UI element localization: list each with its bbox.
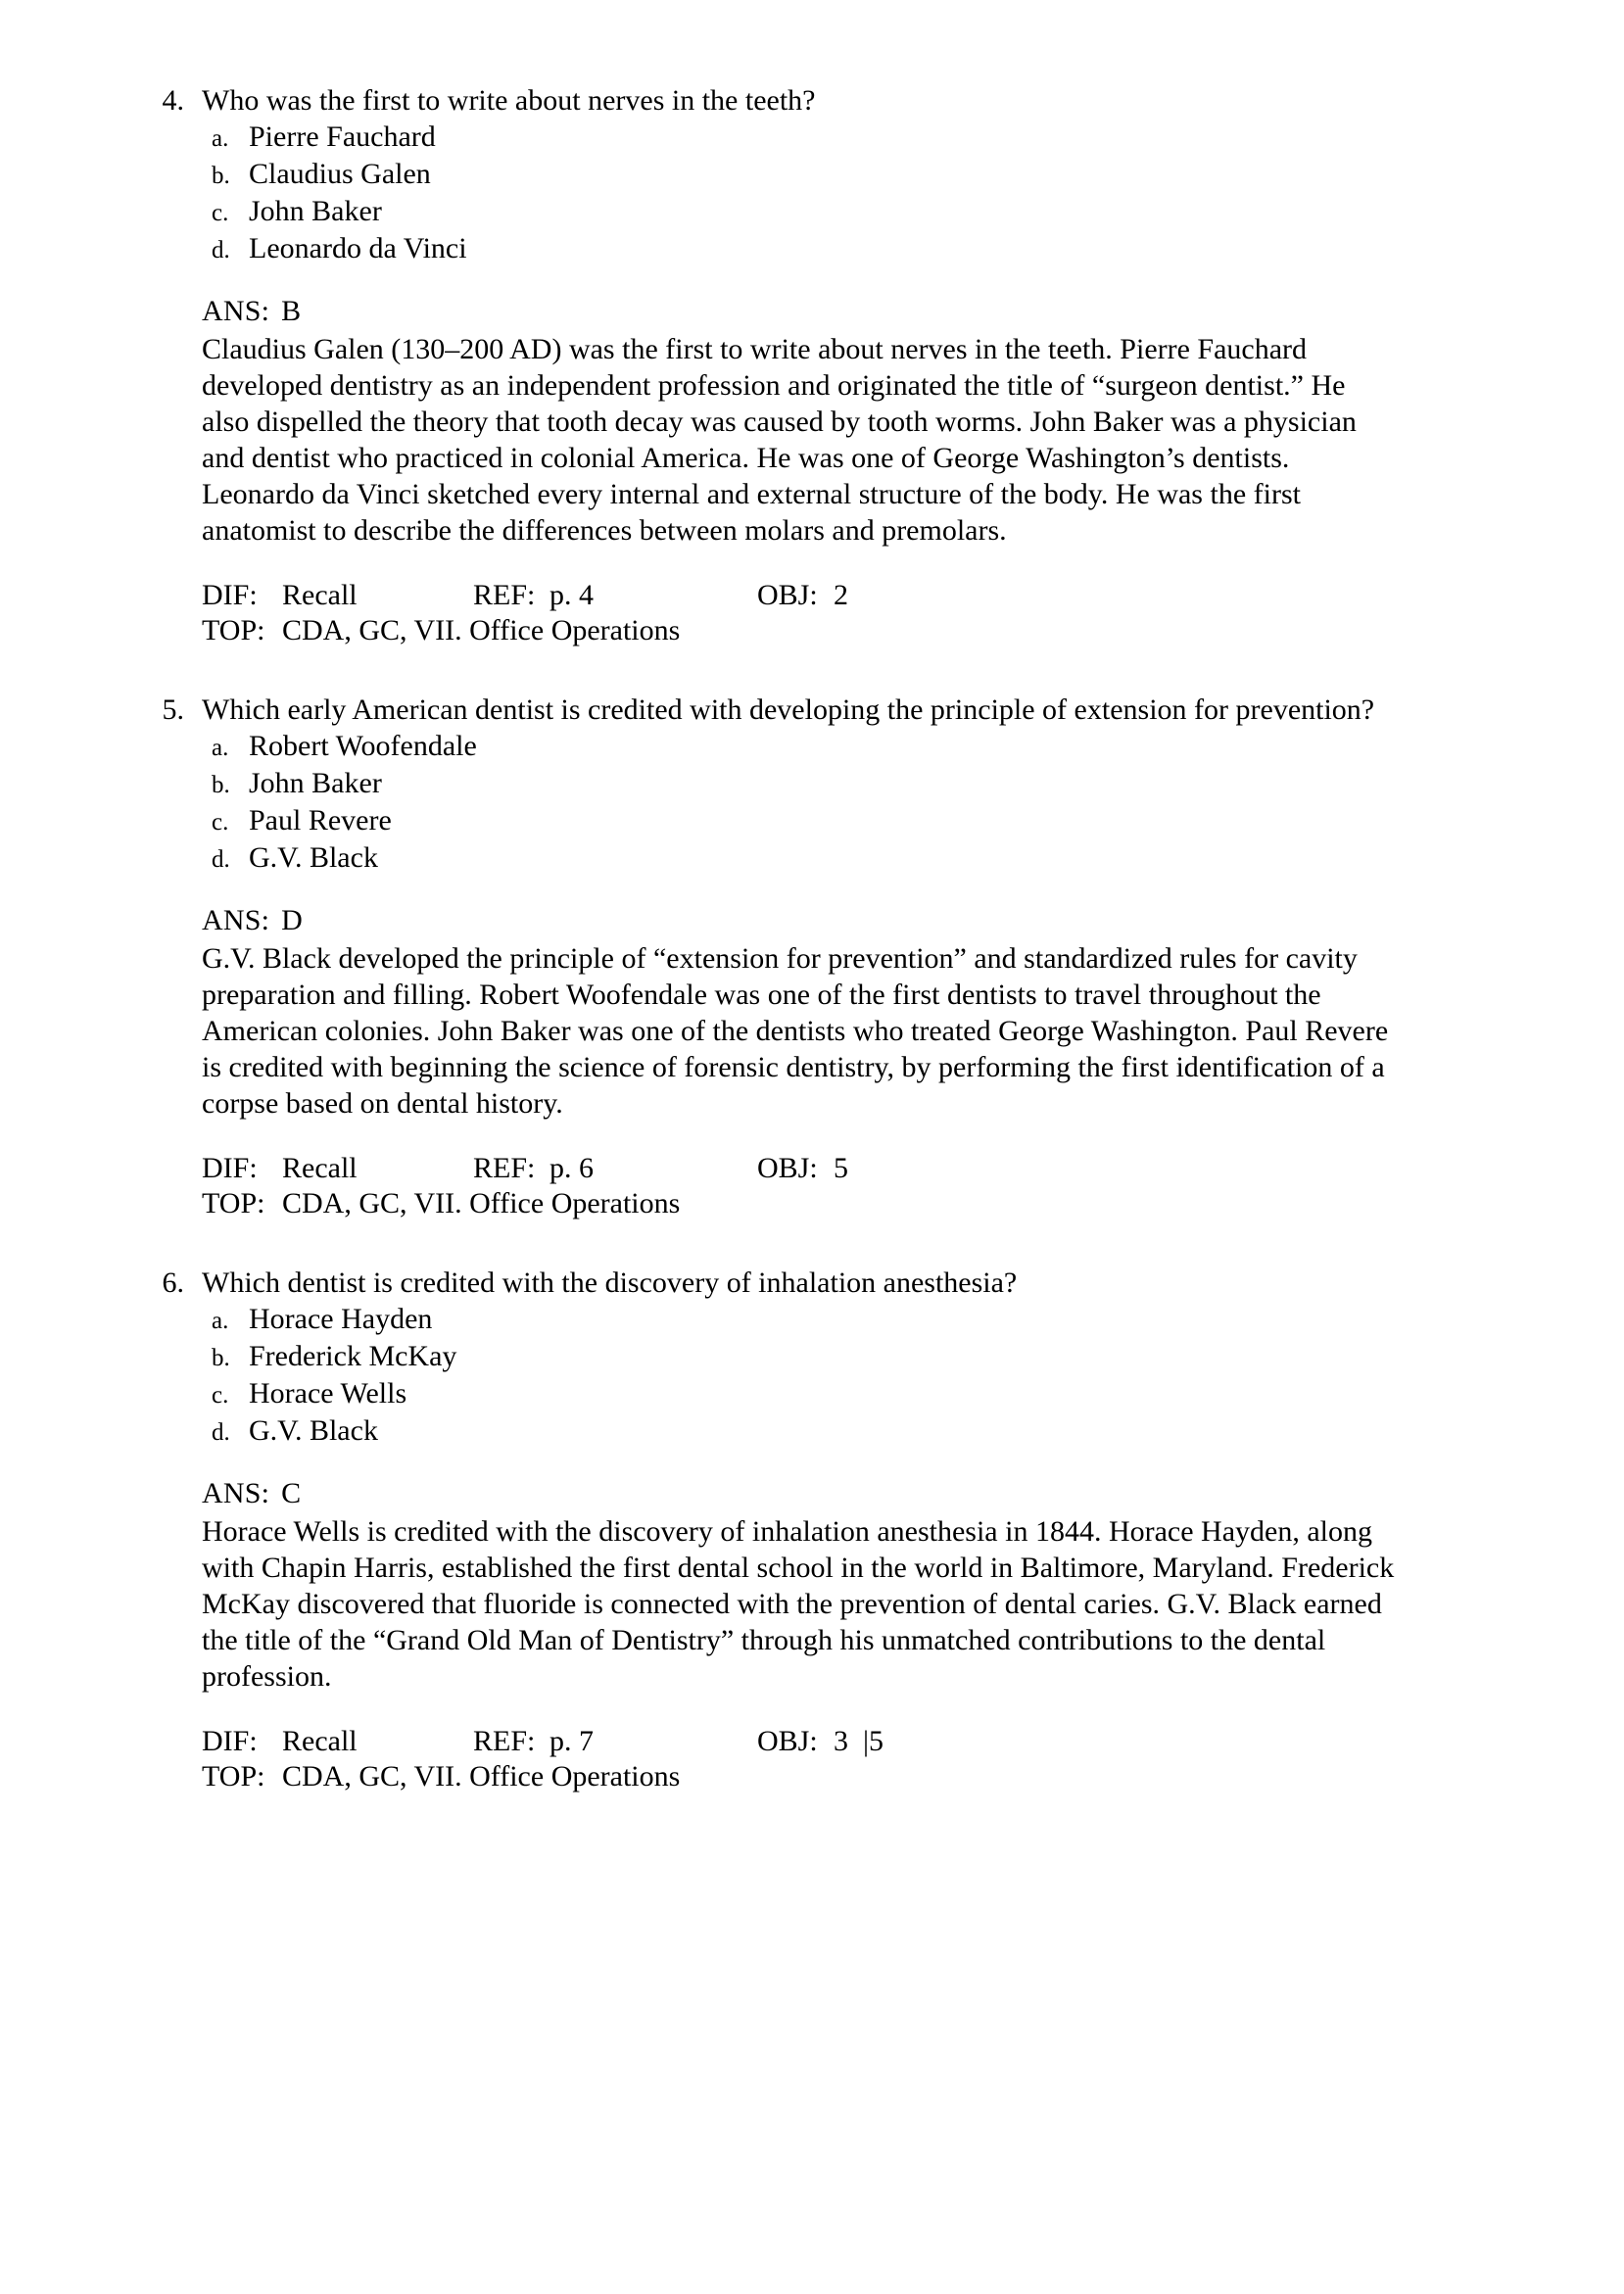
option-letter: a. (212, 735, 229, 761)
option-letter: c. (212, 1382, 229, 1409)
option-text: Pierre Fauchard (249, 120, 436, 153)
top-value: CDA, GC, VII. Office Operations (282, 1187, 681, 1219)
obj-value: 2 (834, 579, 848, 611)
question-block (147, 692, 1479, 1221)
question-body (202, 82, 1479, 268)
dif-value: Recall (282, 1725, 358, 1757)
metadata-row-primary (202, 1151, 1479, 1186)
option-letter: a. (212, 1308, 229, 1334)
option-item[interactable] (202, 1302, 1479, 1339)
option-item[interactable] (202, 729, 1479, 766)
option-list (202, 1302, 1479, 1451)
question-block (147, 82, 1479, 648)
answer-line (202, 903, 1479, 938)
option-list (202, 119, 1479, 268)
option-item[interactable] (202, 1376, 1479, 1413)
question-number: 4. (162, 84, 184, 117)
top-label: TOP: (202, 1187, 265, 1219)
obj-label: OBJ: (757, 579, 818, 611)
ref-label: REF: (473, 1725, 536, 1757)
question-stem-row (147, 82, 1479, 268)
answer-line (202, 1476, 1479, 1511)
dif-label: DIF: (202, 1152, 258, 1184)
metadata-section (202, 1724, 1479, 1794)
option-text: Horace Wells (249, 1377, 407, 1410)
option-letter: b. (212, 163, 230, 189)
option-text: Robert Woofendale (249, 730, 477, 762)
ref-label: REF: (473, 1152, 536, 1184)
question-body (202, 1265, 1479, 1451)
rationale-text: Horace Wells is credited with the discovery of inhalation anesthesia in 1844. Horace Hayden, along with Chapin Harris, established the first dental school in the world in Baltimore, Maryland. Frederick McKay discovered that fluoride is connected with the prevention of dental caries. G.V. Black earned the title of the “Grand Old Man of Dentistry” through his unmatched contributions to the dental profession. (202, 1515, 1395, 1693)
metadata-row-topic (202, 1759, 1479, 1794)
question-text: Who was the first to write about nerves in the teeth? (202, 84, 816, 117)
rationale-text: G.V. Black developed the principle of “extension for prevention” and standardized rules for cavity preparation and filling. Robert Woofendale was one of the first dentists to travel throughout the American colonies. John Baker was one of the dentists who treated George Washington. Paul Revere is credited with beginning the science of forensic dentistry, by performing the first identification of a corpse based on dental history. (202, 942, 1389, 1120)
question-text: Which dentist is credited with the discovery of inhalation anesthesia? (202, 1266, 1018, 1299)
metadata-section (202, 1151, 1479, 1221)
question-stem-row (147, 692, 1479, 878)
top-label: TOP: (202, 614, 265, 646)
option-letter: b. (212, 772, 230, 798)
option-letter: c. (212, 809, 229, 836)
option-text: Paul Revere (249, 804, 392, 836)
top-value: CDA, GC, VII. Office Operations (282, 614, 681, 646)
option-item[interactable] (202, 840, 1479, 878)
top-label: TOP: (202, 1760, 265, 1792)
answer-section (202, 294, 1479, 549)
metadata-row-primary (202, 1724, 1479, 1759)
answer-letter: C (281, 1477, 302, 1509)
option-text: G.V. Black (249, 841, 378, 874)
answer-letter: D (281, 904, 303, 936)
option-item[interactable] (202, 194, 1479, 231)
metadata-section (202, 578, 1479, 648)
obj-label: OBJ: (757, 1725, 818, 1757)
answer-letter: B (281, 295, 302, 327)
dif-value: Recall (282, 579, 358, 611)
option-letter: b. (212, 1345, 230, 1371)
metadata-row-primary (202, 578, 1479, 613)
option-list (202, 729, 1479, 878)
metadata-row-topic (202, 1186, 1479, 1221)
answer-section (202, 903, 1479, 1122)
ref-value: p. 4 (549, 579, 594, 611)
metadata-row-topic (202, 613, 1479, 648)
obj-value: 5 (834, 1152, 848, 1184)
option-item[interactable] (202, 119, 1479, 157)
option-text: John Baker (249, 195, 382, 227)
option-text: Claudius Galen (249, 158, 431, 190)
option-text: Horace Hayden (249, 1303, 433, 1335)
answer-section (202, 1476, 1479, 1695)
question-number: 5. (162, 693, 184, 726)
question-stem-row (147, 1265, 1479, 1451)
option-item[interactable] (202, 803, 1479, 840)
ref-label: REF: (473, 579, 536, 611)
answer-line (202, 294, 1479, 329)
rationale-text: Claudius Galen (130–200 AD) was the first to write about nerves in the teeth. Pierre Fauchard developed dentistry as an independent profession and originated the title of “surgeon dentist.” He also dispelled the theory that tooth decay was caused by tooth worms. John Baker was a physician and dentist who practiced in colonial America. He was one of George Washington’s dentists. Leonardo da Vinci sketched every internal and external structure of the body. He was the first anatomist to describe the differences between molars and premolars. (202, 333, 1357, 547)
obj-value: 3 |5 (834, 1725, 884, 1757)
option-letter: d. (212, 1419, 230, 1446)
question-body (202, 692, 1479, 878)
option-text: Frederick McKay (249, 1340, 457, 1372)
answer-label: ANS: (202, 1477, 270, 1509)
dif-label: DIF: (202, 579, 258, 611)
option-letter: a. (212, 125, 229, 152)
option-item[interactable] (202, 1339, 1479, 1376)
option-item[interactable] (202, 231, 1479, 268)
option-letter: d. (212, 846, 230, 873)
dif-value: Recall (282, 1152, 358, 1184)
option-text: John Baker (249, 767, 382, 799)
question-number: 6. (162, 1266, 184, 1299)
option-text: G.V. Black (249, 1414, 378, 1447)
obj-label: OBJ: (757, 1152, 818, 1184)
option-item[interactable] (202, 157, 1479, 194)
page-content (147, 82, 1479, 1794)
top-value: CDA, GC, VII. Office Operations (282, 1760, 681, 1792)
option-item[interactable] (202, 766, 1479, 803)
option-item[interactable] (202, 1413, 1479, 1451)
option-letter: c. (212, 200, 229, 226)
option-letter: d. (212, 237, 230, 263)
answer-label: ANS: (202, 904, 270, 936)
ref-value: p. 6 (549, 1152, 594, 1184)
answer-label: ANS: (202, 295, 270, 327)
option-text: Leonardo da Vinci (249, 232, 467, 264)
question-text: Which early American dentist is credited with developing the principle of extension for prevention? (202, 693, 1375, 726)
ref-value: p. 7 (549, 1725, 594, 1757)
question-block (147, 1265, 1479, 1794)
dif-label: DIF: (202, 1725, 258, 1757)
